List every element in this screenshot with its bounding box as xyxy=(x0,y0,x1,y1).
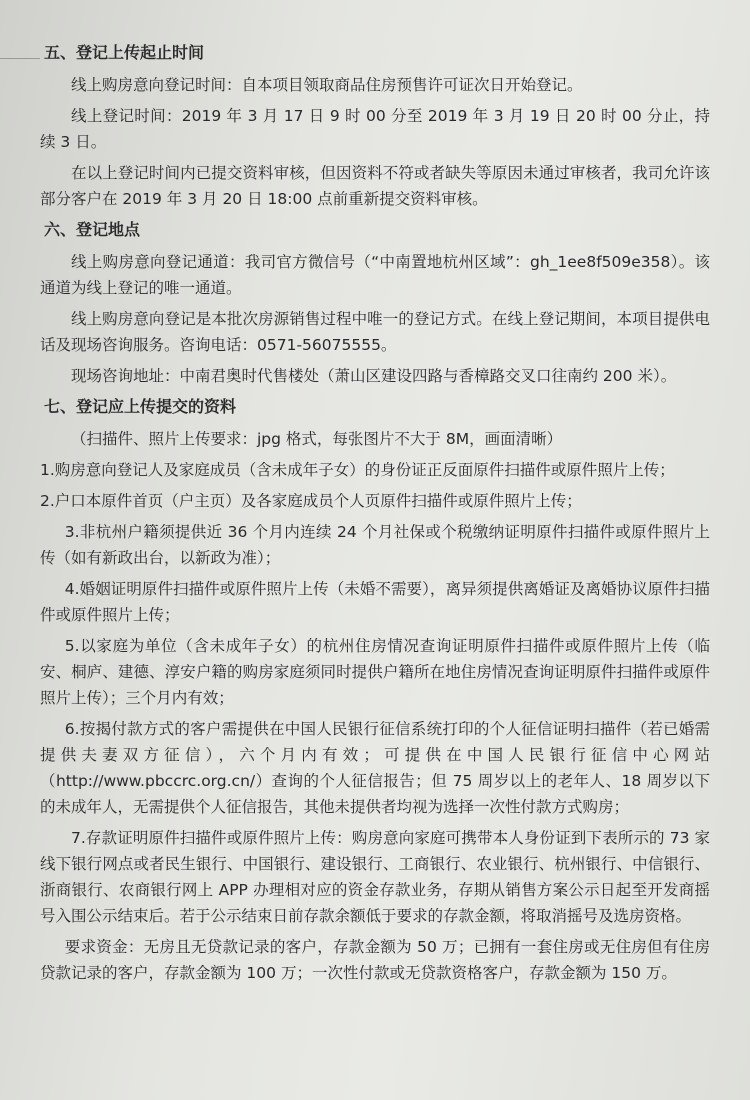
document-body xyxy=(40,36,710,991)
sec6-paragraph-3: 现场咨询地址：中南君奥时代售楼处（萧山区建设四路与香樟路交叉口往南约 200 米）。 xyxy=(71,367,677,385)
list-item-7: 7.存款证明原件扫描件或原件照片上传：购房意向家庭可携带本人身份证到下表所示的 73 家线下银行网点或者民生银行、中国银行、建设银行、工商银行、农业银行、杭州银行、中信银行、浙商银行、农商银行网上 APP 办理相对应的资金存款业务，存期从销售方案公示日起至开发商摇号入围公示结束后。若于公示结束日前存款余额低于要求的存款金额，将取消摇号及选房资格。 xyxy=(40,829,710,925)
upload-requirements: （扫描件、照片上传要求：jpg 格式，每张图片不大于 8M，画面清晰） xyxy=(71,430,563,448)
sec5-paragraph-2: 线上登记时间：2019 年 3 月 17 日 9 时 00 分至 2019 年 3 月 19 日 20 时 00 分止，持续 3 日。 xyxy=(40,107,710,151)
margin-rule xyxy=(0,58,40,59)
sec6-paragraph-1: 线上购房意向登记通道：我司官方微信号（“中南置地杭州区域”：gh_1ee8f509e358）。该通道为线上登记的唯一通道。 xyxy=(40,253,710,297)
list-item-2: 2.户口本原件首页（户主页）及各家庭成员个人页原件扫描件或原件照片上传； xyxy=(40,492,582,510)
list-item-4: 4.婚姻证明原件扫描件或原件照片上传（未婚不需要），离异须提供离婚证及离婚协议原件扫描件或原件照片上传； xyxy=(40,580,710,624)
sec5-paragraph-3: 在以上登记时间内已提交资料审核，但因资料不符或者缺失等原因未通过审核者，我司允许该部分客户在 2019 年 3 月 20 日 18:00 点前重新提交资料审核。 xyxy=(40,164,710,208)
list-item-5: 5.以家庭为单位（含未成年子女）的杭州住房情况查询证明原件扫描件或原件照片上传（临安、桐庐、建德、淳安户籍的购房家庭须同时提供户籍所在地住房情况查询证明原件扫描件或原件照片上传）；三个月内有效； xyxy=(40,637,710,707)
section-7-heading: 七、登记应上传提交的资料 xyxy=(44,397,237,416)
required-funds: 要求资金：无房且无贷款记录的客户，存款金额为 50 万；已拥有一套住房或无住房但有住房贷款记录的客户，存款金额为 100 万；一次性付款或无贷款资格客户，存款金额为 150 万。 xyxy=(40,938,710,982)
section-5-heading: 五、登记上传起止时间 xyxy=(44,43,205,62)
section-6-heading: 六、登记地点 xyxy=(44,220,141,239)
sec5-paragraph-1: 线上购房意向登记时间：自本项目领取商品住房预售许可证次日开始登记。 xyxy=(71,76,583,94)
list-item-3: 3.非杭州户籍须提供近 36 个月内连续 24 个月社保或个税缴纳证明原件扫描件或原件照片上传（如有新政出台，以新政为准）； xyxy=(40,523,710,567)
list-item-1: 1.购房意向登记人及家庭成员（含未成年子女）的身份证正反面原件扫描件或原件照片上传； xyxy=(40,461,675,479)
sec6-paragraph-2: 线上购房意向登记是本批次房源销售过程中唯一的登记方式。在线上登记期间，本项目提供电话及现场咨询服务。咨询电话：0571-56075555。 xyxy=(40,310,710,354)
list-item-6: 6.按揭付款方式的客户需提供在中国人民银行征信系统打印的个人征信证明扫描件（若已婚需提供夫妻双方征信），六个月内有效；可提供在中国人民银行征信中心网站（http://www.pbccrc.org.cn/）查询的个人征信报告；但 75 周岁以上的老年人、18 周岁以下的未成年人，无需提供个人征信报告，其他未提供者均视为选择一次性付款方式购房； xyxy=(40,720,710,816)
